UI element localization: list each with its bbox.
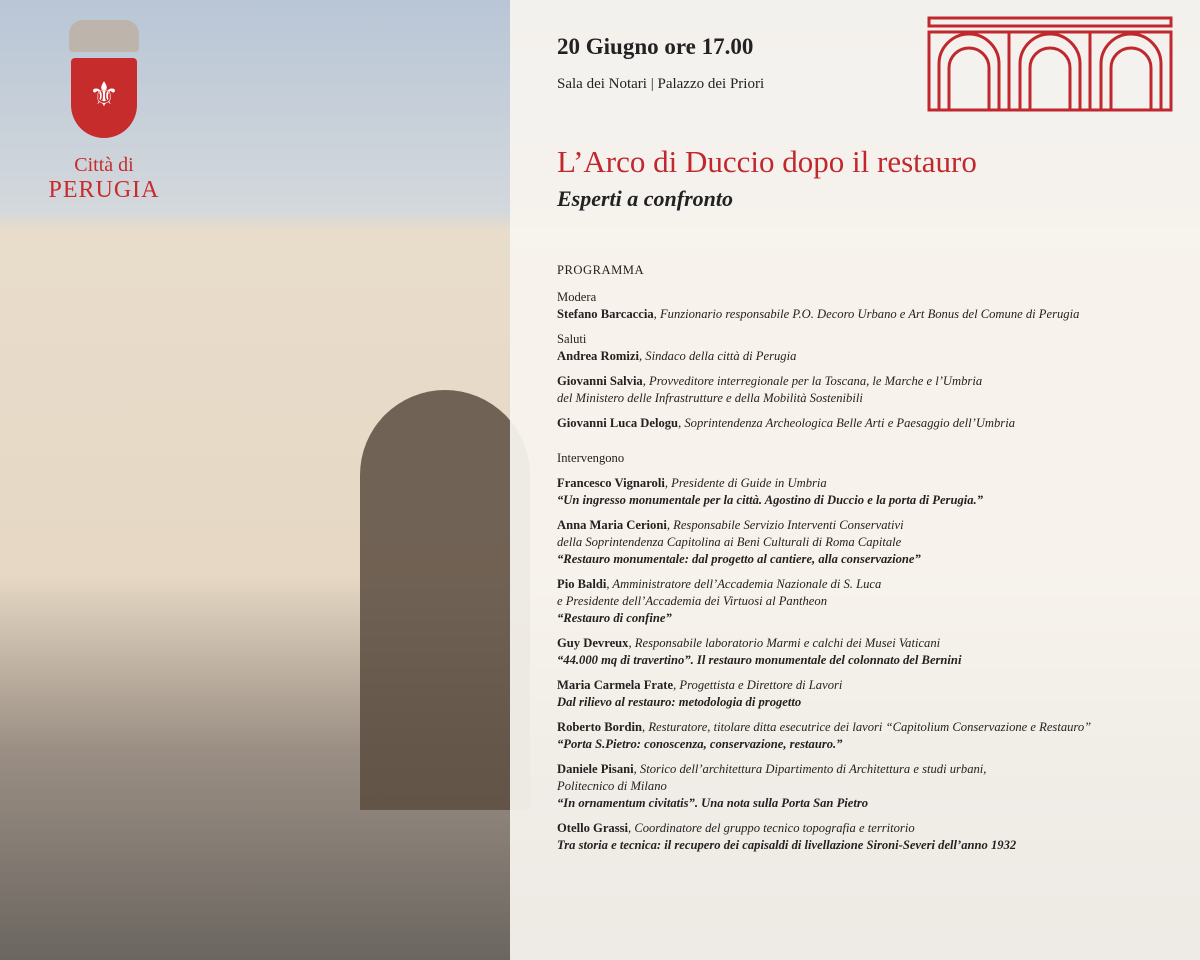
event-date: 20 Giugno ore 17.00	[557, 34, 754, 59]
person-role: , Coordinatore del gruppo tecnico topografia e territorio	[628, 821, 915, 835]
greetings-label: Saluti	[557, 332, 587, 346]
person-role-line2: Politecnico di Milano	[557, 779, 667, 793]
person-role: , Storico dell’architettura Dipartimento di Architettura e studi urbani,	[633, 762, 987, 776]
moderator-label: Modera	[557, 290, 597, 304]
event-venue: Sala dei Notari | Palazzo dei Priori	[557, 76, 765, 92]
greeting-entry	[557, 373, 1177, 407]
person-role: , Soprintendenza Archeologica Belle Arti e Paesaggio dell’Umbria	[678, 416, 1016, 430]
person-name: Anna Maria Cerioni	[557, 518, 667, 532]
person-role: , Responsabile Servizio Interventi Conservativi	[666, 518, 904, 532]
crown-icon	[69, 20, 139, 52]
speaker-entry	[557, 576, 1177, 627]
talk-title: “Restauro monumentale: dal progetto al cantiere, alla conservazione”	[557, 552, 921, 566]
person-name: Roberto Bordin	[557, 720, 643, 734]
event-title: L’Arco di Duccio dopo il restauro	[557, 144, 977, 179]
person-name: Otello Grassi	[557, 821, 629, 835]
speaker-entry	[557, 719, 1177, 753]
city-logo	[34, 20, 174, 204]
speaker-entry	[557, 677, 1177, 711]
person-name: Daniele Pisani	[557, 762, 634, 776]
arch-logo-icon	[925, 14, 1175, 114]
talk-title: Tra storia e tecnica: il recupero dei capisaldi di livellazione Sironi-Severi dell’anno 1932	[557, 838, 1017, 852]
person-name: Maria Carmela Frate	[557, 678, 674, 692]
person-role: , Amministratore dell’Accademia Nazionale di S. Luca	[606, 577, 882, 591]
greeting-entry	[557, 415, 1177, 432]
person-name: Giovanni Luca Delogu	[557, 416, 679, 430]
greeting-entry	[557, 348, 1177, 365]
speakers-label: Intervengono	[557, 451, 625, 465]
person-name: Giovanni Salvia	[557, 374, 643, 388]
person-role: , Progettista e Direttore di Lavori	[673, 678, 843, 692]
person-role-line2: del Ministero delle Infrastrutture e della Mobilità Sostenibili	[557, 391, 863, 405]
speaker-entry	[557, 517, 1177, 568]
city-label-line2: PERUGIA	[48, 177, 160, 203]
talk-title: “44.000 mq di travertino”. Il restauro monumentale del colonnato del Bernini	[557, 653, 962, 667]
person-role-line2: della Soprintendenza Capitolina ai Beni Culturali di Roma Capitale	[557, 535, 902, 549]
speaker-entry	[557, 635, 1177, 669]
person-role: , Responsabile laboratorio Marmi e calchi dei Musei Vaticani	[628, 636, 941, 650]
person-role: , Presidente di Guide in Umbria	[664, 476, 827, 490]
city-label-line1: Città di	[74, 154, 134, 176]
person-name: Francesco Vignaroli	[557, 476, 665, 490]
person-name: Guy Devreux	[557, 636, 629, 650]
griffin-shield-icon: ⚜	[71, 58, 137, 138]
program	[557, 262, 1177, 862]
arch-opening	[360, 390, 530, 810]
person-role: , Provveditore interregionale per la Toscana, le Marche e l’Umbria	[642, 374, 983, 388]
talk-title: “Un ingresso monumentale per la città. Agostino di Duccio e la porta di Perugia.”	[557, 493, 983, 507]
speaker-entry	[557, 761, 1177, 812]
moderator-entry	[557, 306, 1177, 323]
person-name: Andrea Romizi	[557, 349, 639, 363]
program-heading: PROGRAMMA	[557, 263, 645, 277]
speaker-entry	[557, 475, 1177, 509]
person-role: , Funzionario responsabile P.O. Decoro Urbano e Art Bonus del Comune di Perugia	[653, 307, 1080, 321]
talk-title: “Restauro di confine”	[557, 611, 672, 625]
person-role-line2: e Presidente dell’Accademia dei Virtuosi al Pantheon	[557, 594, 827, 608]
speaker-entry	[557, 820, 1177, 854]
person-role: , Sindaco della città di Perugia	[638, 349, 797, 363]
talk-title: Dal rilievo al restauro: metodologia di progetto	[557, 695, 802, 709]
person-role: , Resturatore, titolare ditta esecutrice dei lavori “Capitolium Conservazione e Restauro”	[642, 720, 1092, 734]
talk-title: “In ornamentum civitatis”. Una nota sulla Porta San Pietro	[557, 796, 869, 810]
person-name: Pio Baldi	[557, 577, 607, 591]
event-subtitle: Esperti a confronto	[557, 186, 734, 211]
talk-title: “Porta S.Pietro: conoscenza, conservazione, restauro.”	[557, 737, 843, 751]
person-name: Stefano Barcaccia	[557, 307, 654, 321]
